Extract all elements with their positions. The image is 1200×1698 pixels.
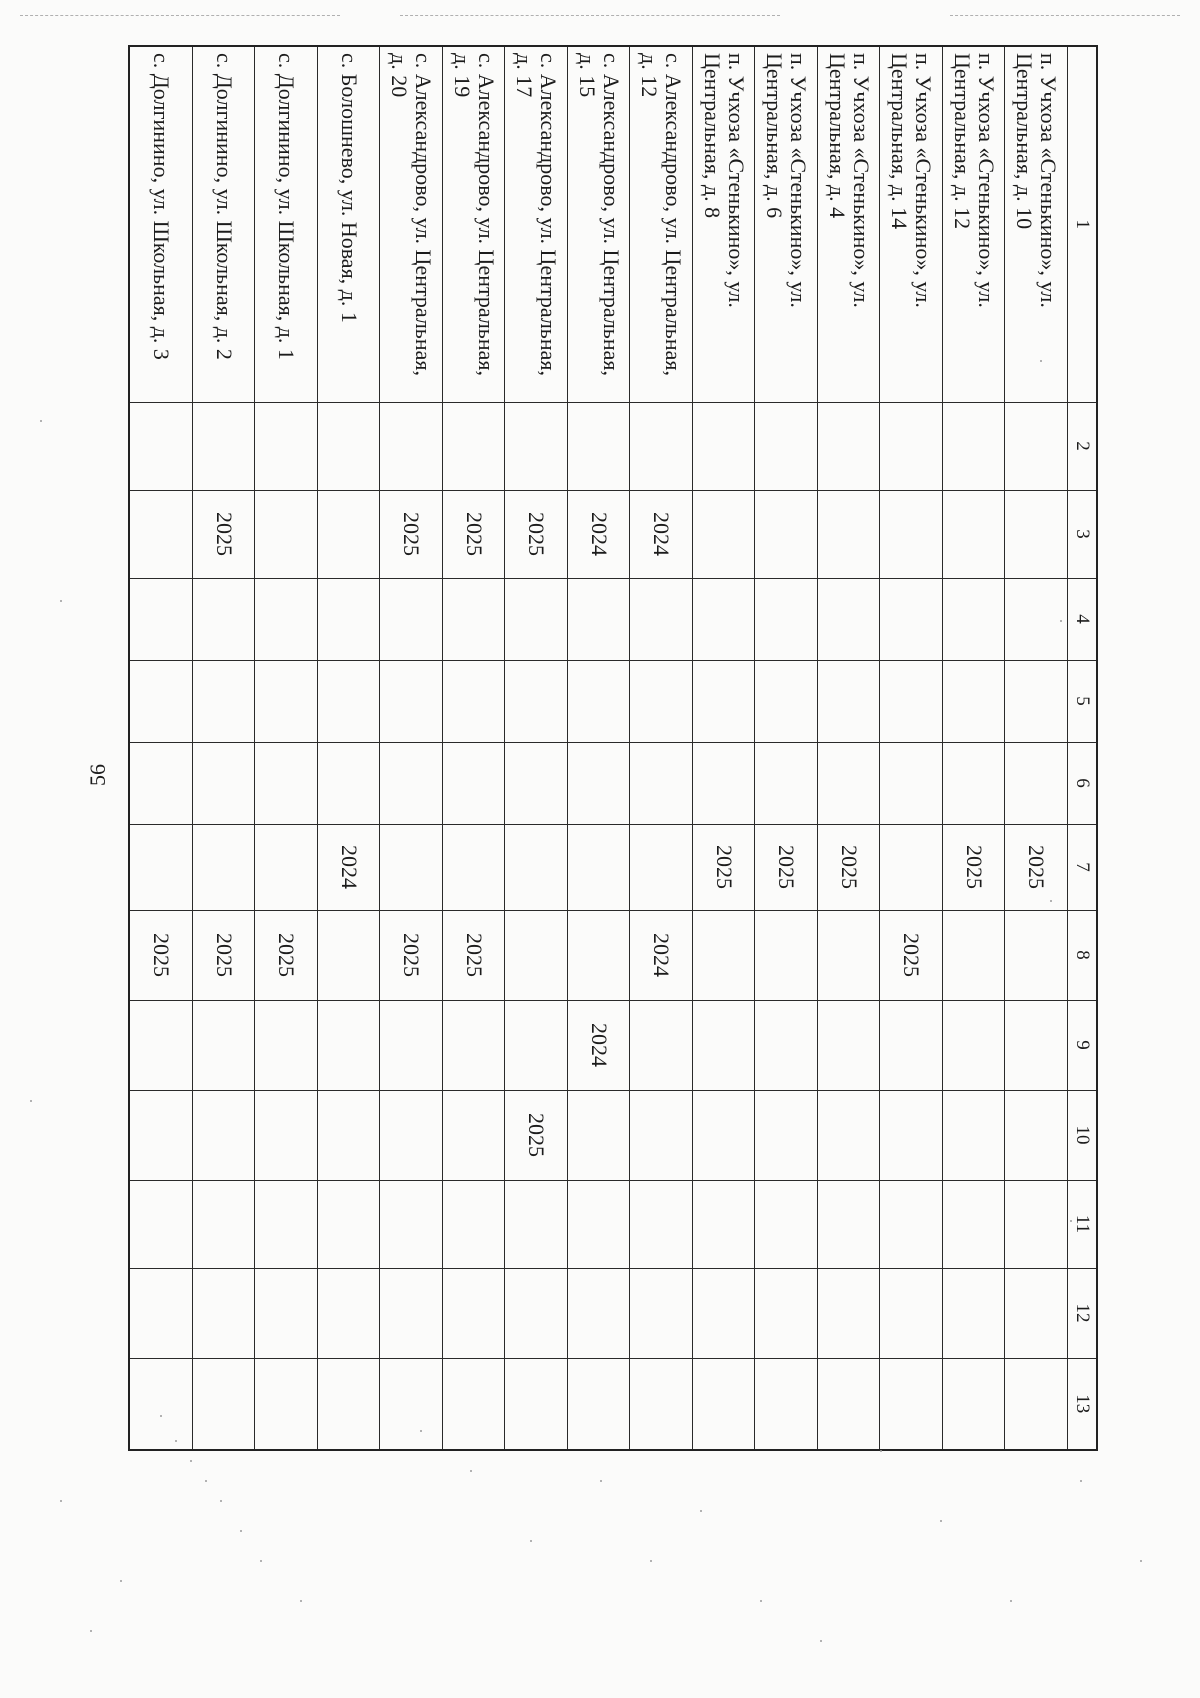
table-row bbox=[567, 46, 630, 1450]
year-cell bbox=[630, 1180, 693, 1268]
year-cell: 2025 bbox=[192, 490, 255, 578]
scan-speck bbox=[175, 1440, 177, 1442]
year-cell bbox=[1005, 910, 1068, 1000]
year-cell bbox=[255, 490, 318, 578]
year-cell bbox=[442, 660, 505, 742]
year-cell bbox=[755, 742, 818, 824]
year-cell: 2025 bbox=[129, 910, 192, 1000]
year-cell bbox=[505, 1000, 568, 1090]
year-cell bbox=[442, 824, 505, 910]
year-cell bbox=[817, 1180, 880, 1268]
year-cell bbox=[1005, 490, 1068, 578]
year-cell bbox=[880, 402, 943, 490]
year-cell bbox=[129, 742, 192, 824]
year-cell bbox=[630, 1358, 693, 1450]
year-cell: 2025 bbox=[692, 824, 755, 910]
year-cell bbox=[817, 1268, 880, 1358]
year-cell bbox=[317, 1358, 380, 1450]
year-cell bbox=[129, 1268, 192, 1358]
year-cell bbox=[380, 824, 443, 910]
scan-edge-line bbox=[400, 15, 780, 16]
year-cell: 2025 bbox=[442, 910, 505, 1000]
year-cell bbox=[317, 1268, 380, 1358]
column-header-5: 5 bbox=[1068, 660, 1098, 742]
rotated-table-container bbox=[128, 45, 1098, 1414]
table-row bbox=[942, 46, 1005, 1450]
year-cell bbox=[630, 1000, 693, 1090]
year-cell bbox=[817, 742, 880, 824]
year-cell bbox=[567, 578, 630, 660]
year-cell bbox=[817, 402, 880, 490]
scan-speck bbox=[60, 600, 62, 602]
year-cell bbox=[755, 402, 818, 490]
year-cell bbox=[817, 660, 880, 742]
table-row bbox=[692, 46, 755, 1450]
address-cell: с. Александрово, ул. Центральная, д. 20 bbox=[380, 46, 443, 402]
year-cell bbox=[942, 1000, 1005, 1090]
scan-speck bbox=[650, 1560, 652, 1562]
year-cell: 2024 bbox=[630, 490, 693, 578]
year-cell bbox=[192, 1090, 255, 1180]
year-cell bbox=[755, 1180, 818, 1268]
scan-speck bbox=[420, 1430, 422, 1432]
year-cell bbox=[942, 742, 1005, 824]
year-cell bbox=[817, 578, 880, 660]
year-cell bbox=[129, 402, 192, 490]
year-cell bbox=[442, 578, 505, 660]
year-cell bbox=[1005, 1180, 1068, 1268]
column-header-13: 13 bbox=[1068, 1358, 1098, 1450]
year-cell bbox=[1005, 1090, 1068, 1180]
year-cell bbox=[192, 578, 255, 660]
year-cell bbox=[630, 660, 693, 742]
year-cell bbox=[255, 402, 318, 490]
year-cell bbox=[692, 1268, 755, 1358]
year-cell bbox=[505, 660, 568, 742]
year-cell bbox=[692, 490, 755, 578]
year-cell bbox=[630, 402, 693, 490]
year-cell bbox=[1005, 1268, 1068, 1358]
year-cell bbox=[192, 1180, 255, 1268]
scan-speck bbox=[40, 420, 42, 422]
address-cell: п. Учхоза «Стенькино», ул. Центральная, д. 6 bbox=[755, 46, 818, 402]
scan-speck bbox=[190, 1460, 192, 1462]
scan-speck bbox=[220, 1500, 222, 1502]
address-cell: п. Учхоза «Стенькино», ул. Центральная, д. 12 bbox=[942, 46, 1005, 402]
scan-speck bbox=[90, 1630, 92, 1632]
year-cell bbox=[505, 578, 568, 660]
year-cell bbox=[755, 490, 818, 578]
year-cell bbox=[755, 1000, 818, 1090]
year-cell bbox=[255, 1268, 318, 1358]
year-cell bbox=[817, 1090, 880, 1180]
year-cell bbox=[255, 1090, 318, 1180]
year-cell bbox=[442, 1090, 505, 1180]
year-cell bbox=[692, 1090, 755, 1180]
year-cell bbox=[505, 742, 568, 824]
address-cell: п. Учхоза «Стенькино», ул. Центральная, д. 14 bbox=[880, 46, 943, 402]
scan-speck bbox=[300, 1600, 302, 1602]
column-header-11: 11 bbox=[1068, 1180, 1098, 1268]
year-cell bbox=[442, 1000, 505, 1090]
year-cell bbox=[880, 578, 943, 660]
year-cell bbox=[567, 1358, 630, 1450]
year-cell bbox=[442, 1180, 505, 1268]
address-cell: п. Учхоза «Стенькино», ул. Центральная, д. 10 bbox=[1005, 46, 1068, 402]
table-header-row bbox=[1068, 46, 1098, 1450]
year-cell bbox=[880, 490, 943, 578]
address-cell: с. Долгинино, ул. Школьная, д. 2 bbox=[192, 46, 255, 402]
year-cell bbox=[380, 742, 443, 824]
address-cell: с. Долгинино, ул. Школьная, д. 3 bbox=[129, 46, 192, 402]
year-cell bbox=[317, 660, 380, 742]
scan-speck bbox=[120, 1580, 122, 1582]
year-cell bbox=[755, 1090, 818, 1180]
year-cell bbox=[755, 660, 818, 742]
year-cell bbox=[442, 1358, 505, 1450]
table-row bbox=[380, 46, 443, 1450]
column-header-3: 3 bbox=[1068, 490, 1098, 578]
scan-speck bbox=[30, 1100, 32, 1102]
table-row bbox=[817, 46, 880, 1450]
year-cell bbox=[755, 1358, 818, 1450]
year-cell bbox=[317, 1180, 380, 1268]
year-cell bbox=[817, 1000, 880, 1090]
scan-edge-line bbox=[20, 15, 340, 16]
scan-speck bbox=[880, 1450, 882, 1452]
year-cell bbox=[942, 402, 1005, 490]
year-cell bbox=[817, 490, 880, 578]
year-cell bbox=[942, 1358, 1005, 1450]
year-cell bbox=[317, 910, 380, 1000]
year-cell bbox=[567, 824, 630, 910]
column-header-8: 8 bbox=[1068, 910, 1098, 1000]
year-cell bbox=[192, 742, 255, 824]
address-cell: п. Учхоза «Стенькино», ул. Центральная, д. 8 bbox=[692, 46, 755, 402]
year-cell bbox=[567, 742, 630, 824]
scan-speck bbox=[1040, 360, 1042, 362]
year-cell bbox=[380, 1180, 443, 1268]
year-cell bbox=[442, 1268, 505, 1358]
scan-speck bbox=[260, 1560, 262, 1562]
scan-speck bbox=[1140, 1560, 1142, 1562]
year-cell bbox=[255, 660, 318, 742]
year-cell bbox=[317, 490, 380, 578]
page-number: 56 bbox=[85, 764, 110, 786]
year-cell: 2025 bbox=[1005, 824, 1068, 910]
year-cell bbox=[1005, 578, 1068, 660]
schedule-table bbox=[128, 45, 1098, 1451]
year-cell bbox=[817, 1358, 880, 1450]
year-cell bbox=[129, 660, 192, 742]
year-cell bbox=[255, 1000, 318, 1090]
year-cell bbox=[317, 742, 380, 824]
year-cell bbox=[692, 660, 755, 742]
year-cell: 2025 bbox=[505, 1090, 568, 1180]
scan-speck bbox=[1080, 1480, 1082, 1482]
year-cell bbox=[442, 742, 505, 824]
table-row bbox=[442, 46, 505, 1450]
year-cell bbox=[255, 742, 318, 824]
table-row bbox=[255, 46, 318, 1450]
column-header-2: 2 bbox=[1068, 402, 1098, 490]
scan-speck bbox=[1060, 620, 1062, 622]
year-cell bbox=[129, 1090, 192, 1180]
year-cell bbox=[630, 824, 693, 910]
address-cell: с. Болошнево, ул. Новая, д. 1 bbox=[317, 46, 380, 402]
scan-speck bbox=[1010, 1600, 1012, 1602]
year-cell bbox=[755, 1268, 818, 1358]
year-cell bbox=[630, 1268, 693, 1358]
year-cell bbox=[567, 1180, 630, 1268]
year-cell bbox=[505, 824, 568, 910]
table-row bbox=[317, 46, 380, 1450]
year-cell bbox=[880, 824, 943, 910]
year-cell: 2025 bbox=[380, 910, 443, 1000]
year-cell bbox=[317, 1090, 380, 1180]
year-cell bbox=[692, 910, 755, 1000]
year-cell bbox=[942, 490, 1005, 578]
year-cell bbox=[630, 578, 693, 660]
year-cell bbox=[880, 742, 943, 824]
year-cell bbox=[380, 1268, 443, 1358]
year-cell bbox=[1005, 402, 1068, 490]
year-cell bbox=[380, 1000, 443, 1090]
address-cell: п. Учхоза «Стенькино», ул. Центральная, д. 4 bbox=[817, 46, 880, 402]
year-cell bbox=[942, 578, 1005, 660]
year-cell bbox=[1005, 660, 1068, 742]
scan-speck bbox=[240, 1530, 242, 1532]
year-cell bbox=[192, 1000, 255, 1090]
scan-speck bbox=[700, 1510, 702, 1512]
year-cell: 2025 bbox=[442, 490, 505, 578]
table-row bbox=[1005, 46, 1068, 1450]
year-cell bbox=[692, 742, 755, 824]
year-cell bbox=[567, 660, 630, 742]
address-cell: с. Александрово, ул. Центральная, д. 15 bbox=[567, 46, 630, 402]
column-header-7: 7 bbox=[1068, 824, 1098, 910]
year-cell bbox=[1005, 742, 1068, 824]
year-cell bbox=[380, 1090, 443, 1180]
year-cell: 2025 bbox=[505, 490, 568, 578]
year-cell bbox=[317, 1000, 380, 1090]
column-header-9: 9 bbox=[1068, 1000, 1098, 1090]
scan-speck bbox=[1050, 900, 1052, 902]
address-cell: с. Александрово, ул. Центральная, д. 19 bbox=[442, 46, 505, 402]
scan-speck bbox=[940, 1520, 942, 1522]
year-cell bbox=[692, 1358, 755, 1450]
scan-speck bbox=[820, 1640, 822, 1642]
year-cell bbox=[505, 1180, 568, 1268]
year-cell bbox=[567, 1268, 630, 1358]
year-cell bbox=[380, 578, 443, 660]
year-cell bbox=[567, 1090, 630, 1180]
year-cell: 2025 bbox=[880, 910, 943, 1000]
year-cell bbox=[505, 402, 568, 490]
scan-speck bbox=[60, 1500, 62, 1502]
year-cell bbox=[317, 402, 380, 490]
year-cell: 2025 bbox=[755, 824, 818, 910]
year-cell: 2025 bbox=[255, 910, 318, 1000]
year-cell bbox=[880, 1180, 943, 1268]
year-cell bbox=[880, 1000, 943, 1090]
address-cell: с. Долгинино, ул. Школьная, д. 1 bbox=[255, 46, 318, 402]
year-cell bbox=[942, 1268, 1005, 1358]
column-header-10: 10 bbox=[1068, 1090, 1098, 1180]
scan-speck bbox=[1070, 1220, 1072, 1222]
year-cell bbox=[255, 824, 318, 910]
year-cell bbox=[880, 660, 943, 742]
year-cell bbox=[129, 824, 192, 910]
year-cell bbox=[192, 402, 255, 490]
table-row bbox=[129, 46, 192, 1450]
year-cell bbox=[442, 402, 505, 490]
year-cell bbox=[505, 1268, 568, 1358]
year-cell bbox=[1005, 1000, 1068, 1090]
address-cell: с. Александрово, ул. Центральная, д. 17 bbox=[505, 46, 568, 402]
address-cell: с. Александрово, ул. Центральная, д. 12 bbox=[630, 46, 693, 402]
year-cell bbox=[567, 402, 630, 490]
year-cell bbox=[880, 1358, 943, 1450]
year-cell bbox=[505, 1358, 568, 1450]
year-cell bbox=[692, 402, 755, 490]
year-cell bbox=[942, 1090, 1005, 1180]
year-cell bbox=[317, 578, 380, 660]
table-row bbox=[505, 46, 568, 1450]
year-cell bbox=[380, 660, 443, 742]
year-cell bbox=[505, 910, 568, 1000]
year-cell bbox=[755, 910, 818, 1000]
scan-speck bbox=[470, 1470, 472, 1472]
year-cell: 2024 bbox=[630, 910, 693, 1000]
year-cell bbox=[380, 402, 443, 490]
year-cell bbox=[255, 1358, 318, 1450]
year-cell bbox=[567, 910, 630, 1000]
year-cell bbox=[192, 1268, 255, 1358]
table-row bbox=[755, 46, 818, 1450]
year-cell bbox=[129, 578, 192, 660]
year-cell: 2025 bbox=[192, 910, 255, 1000]
year-cell bbox=[1005, 1358, 1068, 1450]
scan-speck bbox=[530, 1540, 532, 1542]
year-cell: 2024 bbox=[567, 490, 630, 578]
scan-speck bbox=[205, 1480, 207, 1482]
year-cell bbox=[129, 1180, 192, 1268]
year-cell bbox=[942, 1180, 1005, 1268]
year-cell bbox=[129, 1358, 192, 1450]
year-cell bbox=[755, 578, 818, 660]
year-cell bbox=[692, 1180, 755, 1268]
scan-speck bbox=[160, 1415, 162, 1417]
year-cell bbox=[255, 1180, 318, 1268]
year-cell bbox=[129, 1000, 192, 1090]
column-header-1: 1 bbox=[1068, 46, 1098, 402]
column-header-6: 6 bbox=[1068, 742, 1098, 824]
year-cell bbox=[942, 660, 1005, 742]
year-cell: 2025 bbox=[380, 490, 443, 578]
year-cell bbox=[817, 910, 880, 1000]
scan-speck bbox=[600, 1480, 602, 1482]
year-cell: 2025 bbox=[817, 824, 880, 910]
year-cell: 2024 bbox=[317, 824, 380, 910]
column-header-12: 12 bbox=[1068, 1268, 1098, 1358]
scan-speck bbox=[760, 1600, 762, 1602]
table-row bbox=[880, 46, 943, 1450]
year-cell: 2025 bbox=[942, 824, 1005, 910]
year-cell bbox=[255, 578, 318, 660]
year-cell bbox=[129, 490, 192, 578]
table-row bbox=[192, 46, 255, 1450]
year-cell bbox=[192, 824, 255, 910]
table-row bbox=[630, 46, 693, 1450]
year-cell bbox=[880, 1090, 943, 1180]
scan-edge-line bbox=[950, 15, 1180, 16]
year-cell bbox=[630, 1090, 693, 1180]
table-body bbox=[129, 46, 1068, 1450]
year-cell bbox=[630, 742, 693, 824]
year-cell bbox=[942, 910, 1005, 1000]
year-cell: 2024 bbox=[567, 1000, 630, 1090]
column-header-4: 4 bbox=[1068, 578, 1098, 660]
year-cell bbox=[692, 578, 755, 660]
year-cell bbox=[380, 1358, 443, 1450]
year-cell bbox=[880, 1268, 943, 1358]
year-cell bbox=[192, 660, 255, 742]
year-cell bbox=[692, 1000, 755, 1090]
year-cell bbox=[192, 1358, 255, 1450]
